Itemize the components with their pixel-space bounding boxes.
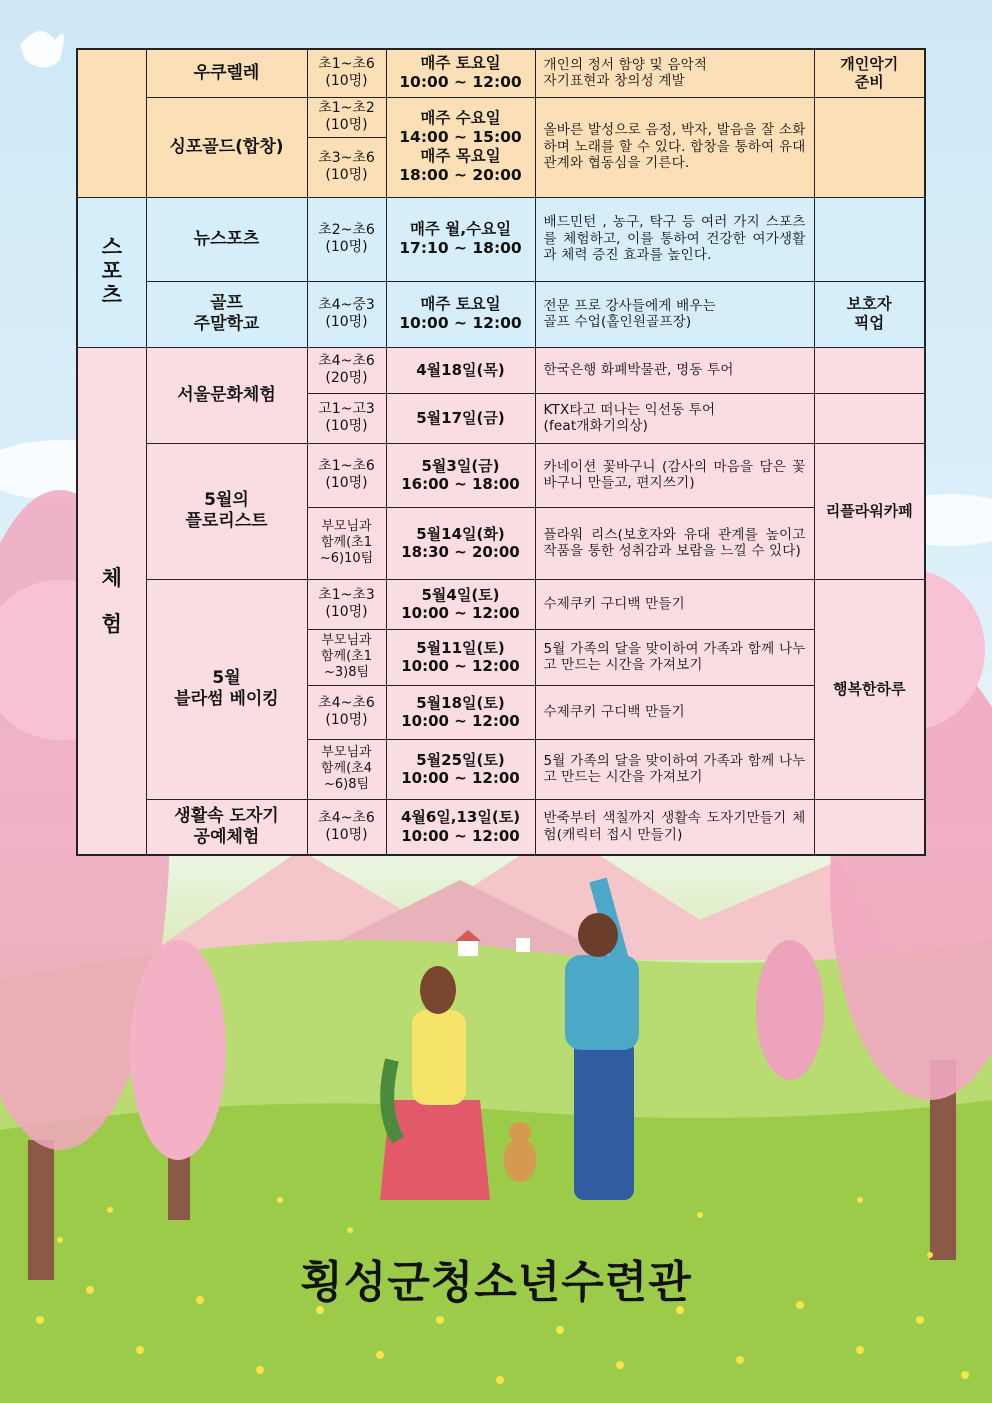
note: 보호자 픽업	[814, 281, 925, 347]
note: 리플라워카페	[814, 443, 925, 579]
table-row	[77, 49, 925, 97]
music-category-cell	[77, 49, 146, 197]
note	[814, 97, 925, 197]
description: 배드민턴 , 농구, 탁구 등 여러 가지 스포츠를 체험하고, 이를 통하여 건강한 여가생활과 체력 증진 효과를 높인다.	[535, 197, 814, 281]
description: 올바른 발성으로 음정, 박자, 발음을 잘 소화하며 노래를 할 수 있다. 합창을 통하여 유대관계와 협동심을 기른다.	[535, 97, 814, 197]
schedule: 매주 토요일 10:00 ~ 12:00	[386, 49, 535, 97]
table-row	[77, 281, 925, 347]
table-row	[77, 347, 925, 393]
grade-capacity: 초3~초6 (10명)	[307, 137, 386, 197]
note: 개인악기 준비	[814, 49, 925, 97]
grade-capacity: 초2~초6 (10명)	[307, 197, 386, 281]
schedule: 매주 토요일 10:00 ~ 12:00	[386, 281, 535, 347]
grade-capacity: 초1~초2 (10명)	[307, 97, 386, 137]
experience-category-label: 체험	[77, 347, 146, 855]
description: 전문 프로 강사들에게 배우는 골프 수업(홀인원골프장)	[535, 281, 814, 347]
program-name: 5월의 플로리스트	[146, 443, 307, 579]
grade-capacity: 고1~고3 (10명)	[307, 393, 386, 443]
schedule: 5월3일(금) 16:00 ~ 18:00	[386, 443, 535, 507]
sports-category-label: 스포츠	[77, 197, 146, 347]
schedule: 5월14일(화) 18:30 ~ 20:00	[386, 507, 535, 579]
grade-capacity: 초4~초6 (10명)	[307, 799, 386, 855]
grade-capacity: 부모님과 함께(초1 ~3)8팀	[307, 629, 386, 685]
program-name: 생활속 도자기 공예체험	[146, 799, 307, 855]
grade-capacity: 부모님과 함께(초4 ~6)8팀	[307, 739, 386, 799]
grade-capacity: 초4~중3 (10명)	[307, 281, 386, 347]
description: 5월 가족의 달을 맞이하여 가족과 함께 나누고 만드는 시간을 가져보기	[535, 629, 814, 685]
grade-capacity: 초1~초3 (10명)	[307, 579, 386, 629]
schedule: 매주 월,수요일 17:10 ~ 18:00	[386, 197, 535, 281]
schedule: 4월6일,13일(토) 10:00 ~ 12:00	[386, 799, 535, 855]
schedule: 매주 수요일 14:00 ~ 15:00 매주 목요일 18:00 ~ 20:00	[386, 97, 535, 197]
table-row	[77, 197, 925, 281]
schedule: 5월17일(금)	[386, 393, 535, 443]
table-row	[77, 443, 925, 507]
description: KTX타고 떠나는 익선동 투어 (feat개화기의상)	[535, 393, 814, 443]
organization-title: 횡성군청소년수련관	[300, 1257, 692, 1308]
grade-capacity: 초1~초6 (10명)	[307, 49, 386, 97]
description: 수제쿠키 구디백 만들기	[535, 579, 814, 629]
program-name: 서울문화체험	[146, 347, 307, 443]
schedule: 5월25일(토) 10:00 ~ 12:00	[386, 739, 535, 799]
program-name: 뉴스포츠	[146, 197, 307, 281]
description: 수제쿠키 구디백 만들기	[535, 685, 814, 739]
description: 카네이션 꽃바구니 (감사의 마음을 담은 꽃바구니 만들고, 편지쓰기)	[535, 443, 814, 507]
grade-capacity: 초4~초6 (20명)	[307, 347, 386, 393]
program-name: 골프 주말학교	[146, 281, 307, 347]
table-row	[77, 579, 925, 629]
schedule: 5월18일(토) 10:00 ~ 12:00	[386, 685, 535, 739]
grade-capacity: 부모님과 함께(초1 ~6)10팀	[307, 507, 386, 579]
description: 한국은행 화폐박물관, 명동 투어	[535, 347, 814, 393]
program-name: 싱포골드(합창)	[146, 97, 307, 197]
note	[814, 347, 925, 393]
program-schedule-table	[76, 48, 926, 856]
schedule: 5월11일(토) 10:00 ~ 12:00	[386, 629, 535, 685]
grade-capacity: 초4~초6 (10명)	[307, 685, 386, 739]
table-row	[77, 97, 925, 137]
note: 행복한하루	[814, 579, 925, 799]
description: 플라워 리스(보호자와 유대 관계를 높이고 작품을 통한 성취감과 보람을 느낄 수 있다)	[535, 507, 814, 579]
description: 반죽부터 색칠까지 생활속 도자기만들기 체험(캐릭터 접시 만들기)	[535, 799, 814, 855]
schedule: 4월18일(목)	[386, 347, 535, 393]
table-row	[77, 799, 925, 855]
dove-icon	[20, 31, 64, 67]
description: 5월 가족의 달을 맞이하여 가족과 함께 나누고 만드는 시간을 가져보기	[535, 739, 814, 799]
program-name: 우쿠렐레	[146, 49, 307, 97]
grade-capacity: 초1~초6 (10명)	[307, 443, 386, 507]
note	[814, 393, 925, 443]
note	[814, 799, 925, 855]
note	[814, 197, 925, 281]
description: 개인의 정서 함양 및 음악적 자기표현과 창의성 계발	[535, 49, 814, 97]
program-name: 5월 블라썸 베이킹	[146, 579, 307, 799]
schedule: 5월4일(토) 10:00 ~ 12:00	[386, 579, 535, 629]
